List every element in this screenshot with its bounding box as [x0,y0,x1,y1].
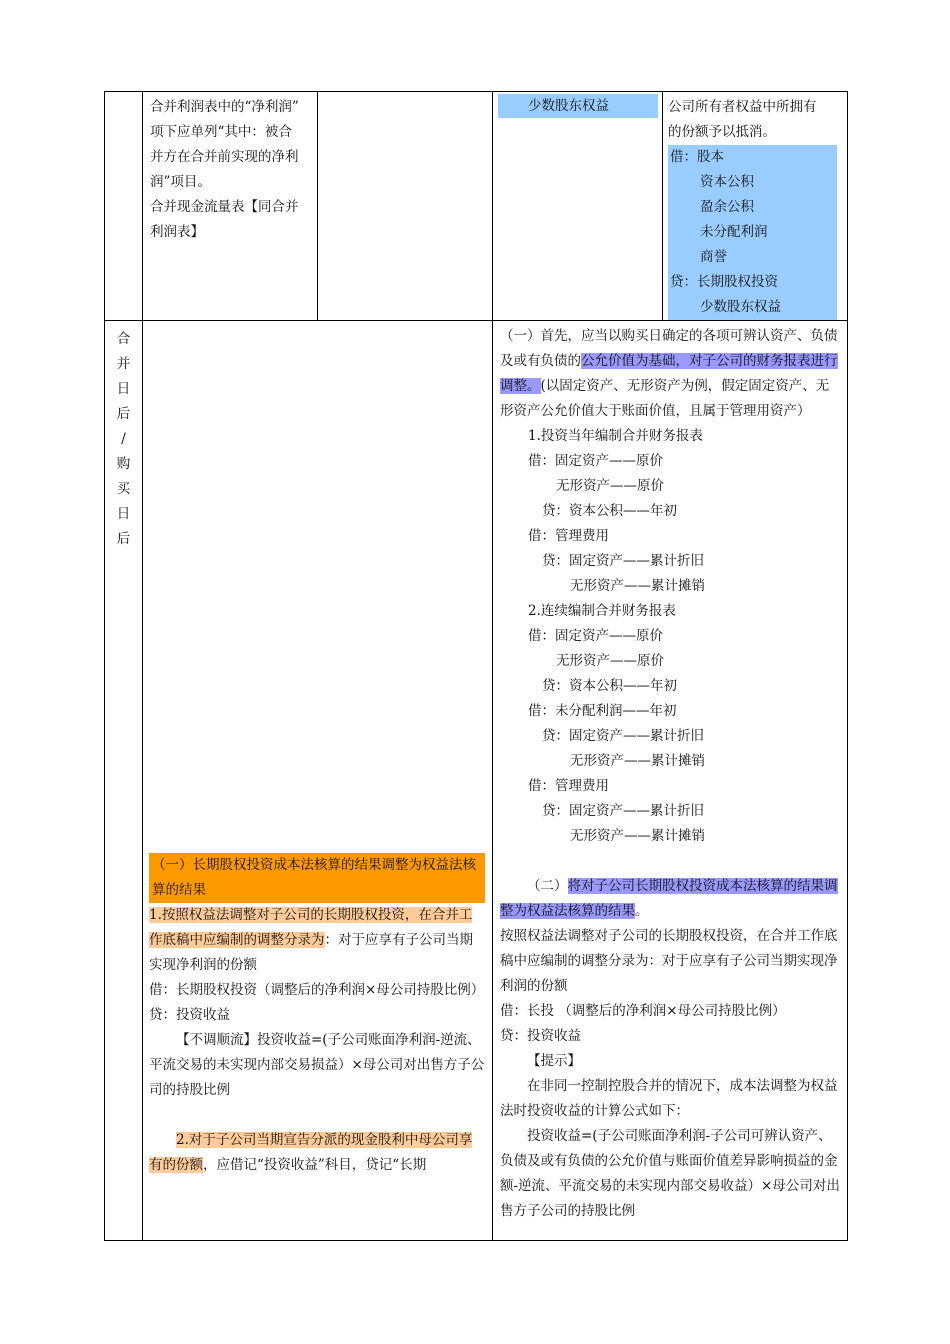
entry-line: 贷：固定资产——累计折旧 [542,728,704,744]
entry-line: 盈余公积 [700,199,754,215]
entry-line: 贷：固定资产——累计折旧 [542,553,704,569]
tip-label: 【提示】 [527,1053,581,1069]
entry-credit: 贷：长期股权投资 [670,274,778,290]
section-title: 1.投资当年编制合并财务报表 [528,428,703,444]
paragraph-text: （二） [527,878,568,894]
entries-subsequent-years [500,624,841,849]
entry-line: 贷：固定资产——累计折旧 [542,803,704,819]
row1-empty-cell [318,92,493,321]
section-heading: （一）长期股权投资成本法核算的结果调整为权益法核算的结果 [149,853,485,903]
adjust-paragraph: 按照权益法调整对子公司的长期股权投资，在合并工作底稿中应编制的调整分录为：对于应享有子公司当期实现净利润的份额 [500,928,838,994]
paragraph-text: (以固定资产、无形资产为例，假定固定资产、无形资产公允价值大于账面价值，且属于管理用资产） [500,378,830,419]
entry-line: 无形资产——累计摊销 [570,828,705,844]
highlight-text: 2.对于子公司当期宣告分派的现金股利中母公司享有的份额 [149,1132,473,1173]
entry-line: 借：未分配利润——年初 [528,703,677,719]
row1-label-cell [493,92,663,321]
text-line: 润”项目。 [150,174,211,190]
entry-line: 无形资产——累计摊销 [570,753,705,769]
side-char: 买 [116,481,131,497]
entry-line: 无形资产——累计摊销 [570,578,705,594]
formula-paragraph: 投资收益=(子公司账面净利润-子公司可辨认资产、负债及或有负债的公允价值与账面价值差异影响损益的金额-逆流、平流交易的未实现内部交易收益）×母公司对出售方子公司的持股比例 [500,1128,840,1219]
side-label [105,321,142,552]
side-char: 并 [116,356,131,372]
row1-side-cell [105,92,143,321]
side-char: 日 [116,381,131,397]
entry-credit: 贷：投资收益 [500,1028,581,1044]
paragraph-text: ，应借记“投资收益”科目，贷记“长期 [203,1157,427,1173]
entry-line: 贷：资本公积——年初 [542,678,677,694]
entry-line: 贷：资本公积——年初 [542,503,677,519]
entry-line: 借：管理费用 [528,778,609,794]
entry-line: 商誉 [700,249,727,265]
part2-paragraph [500,874,841,924]
highlight-text: 1.按照权益法调整对子公司的长期股权投资，在合并工作底稿中应编制的调整分录为 [149,907,473,948]
entry-line: 少数股东权益 [700,299,781,315]
row2-right-cell [493,321,848,1241]
entries-first-year [500,449,841,599]
elimination-entry-box [668,145,837,320]
text-line: 合并利润表中的“净利润” [150,99,299,115]
minority-interest-label: 少数股东权益 [498,94,658,118]
paragraph-text: ：对于应享有子公司当期实现净利润的份额 [149,932,473,973]
side-char: / [121,431,126,447]
entry-line: 资本公积 [700,174,754,190]
entry-line: 无形资产——原价 [556,478,664,494]
table-row [105,92,848,321]
entry-line: 借：管理费用 [528,528,609,544]
tip-paragraph: 在非同一控制控股合并的情况下，成本法调整为权益法时投资收益的计算公式如下： [500,1078,838,1119]
highlight-text: 将对子公司长期股权投资成本法核算的结果调整为权益法核算的结果 [500,878,838,919]
entry-line: 未分配利润 [700,224,768,240]
text-line: 利润表】 [150,224,204,240]
side-char: 日 [116,506,131,522]
text-line: 项下应单列“其中：被合 [150,124,292,140]
text-line: 公司所有者权益中所拥有 [668,99,817,115]
row1-elimination-cell [663,92,848,321]
table-row [105,321,848,1241]
paragraph-adjustment [149,903,485,978]
text-line: 合并现金流量表【同合并 [150,199,299,215]
note-paragraph: 【不调顺流】投资收益=(子公司账面净利润-逆流、平流交易的未实现内部交易损益）×母公司对出售方子公司的持股比例 [149,1032,485,1098]
entry-credit: 贷：投资收益 [149,1007,230,1023]
paragraph-dividend [149,1128,485,1178]
entry-line: 借：固定资产——原价 [528,628,663,644]
text-line: 的份额予以抵消。 [668,124,776,140]
entry-debit: 借：股本 [670,149,724,165]
text-line: 并方在合并前实现的净利 [150,149,299,165]
row2-left-cell [143,321,493,1241]
entry-line: 无形资产——原价 [556,653,664,669]
row2-side-cell [105,321,143,1241]
side-char: 后 [116,531,131,547]
row1-consolidation-notes-cell [143,92,318,321]
paragraph-text: （一）首先，应当以购买日确定的各项可辨认资产、负债及或有负债的 [500,328,838,369]
paragraph-text: 。 [635,903,649,919]
entry-debit: 借：长投 （调整后的净利润×母公司持股比例） [500,1003,786,1019]
section-title: 2.连续编制合并财务报表 [528,603,676,619]
side-char: 购 [116,456,131,472]
content-table [104,91,848,1241]
side-char: 后 [116,406,131,422]
entry-line: 借：固定资产——原价 [528,453,663,469]
side-char: 合 [116,331,131,347]
entry-debit: 借：长期股权投资（调整后的净利润×母公司持股比例） [149,982,485,998]
intro-paragraph [500,324,841,424]
highlight-text: 公允价值为基础，对子公司的财务报表进行调整。 [500,353,838,394]
